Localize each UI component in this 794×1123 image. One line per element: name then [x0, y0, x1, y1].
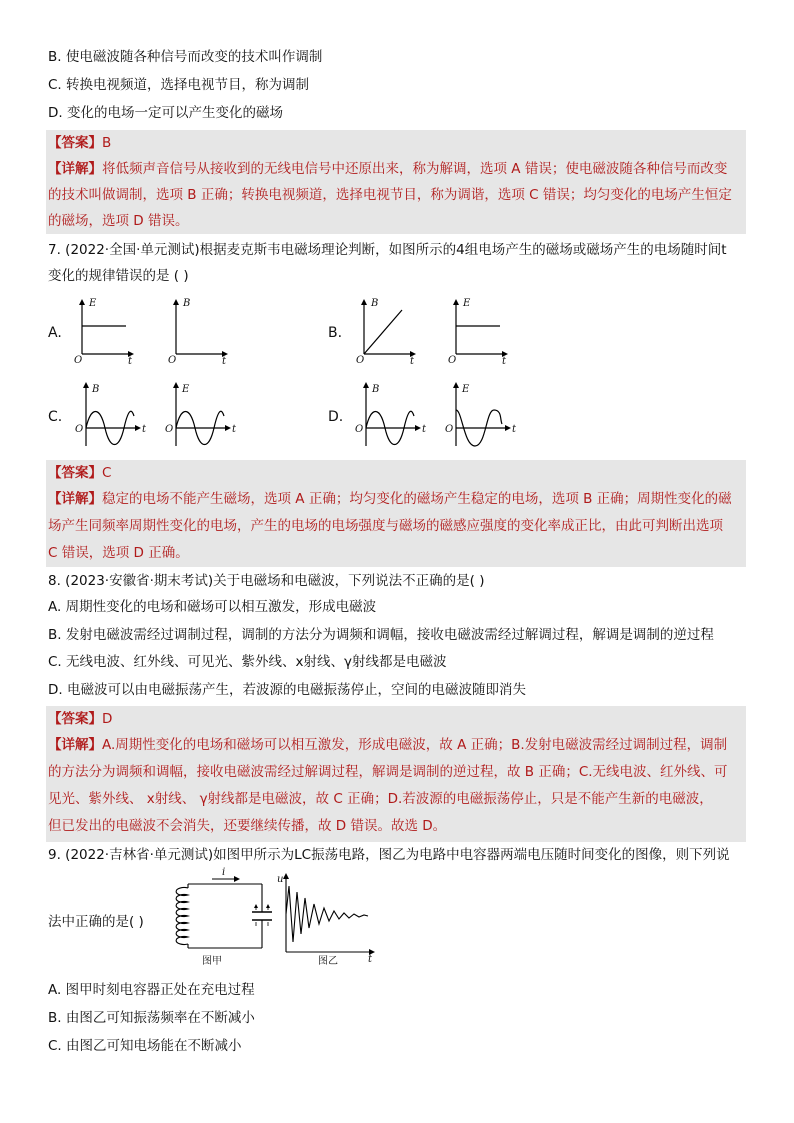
- option-d: D. 变化的电场一定可以产生变化的磁场: [48, 105, 283, 121]
- detail-line: 的方法分为调频和调幅，接收电磁波需经过解调过程，解调是调制的逆过程，故 B 正确；C.无线电波、红外线、可: [48, 764, 728, 780]
- answer-tag: 【答案】: [48, 711, 102, 727]
- answer-block: [46, 130, 746, 234]
- detail-line: 但已发出的电磁波不会消失，还要继续传播，故 D 错误。故选 D。: [48, 818, 447, 834]
- option-c: C. 转换电视频道，选择电视节目，称为调制: [48, 77, 310, 93]
- option-d-label: D.: [328, 409, 344, 425]
- svg-text:B: B: [183, 298, 191, 309]
- question-9-stem-cont: 法中正确的是( ): [48, 914, 144, 930]
- answer-value: B: [102, 135, 112, 151]
- graph-a-magnetic: [166, 296, 236, 366]
- svg-text:t: t: [410, 356, 415, 367]
- graph-d-electric: [442, 380, 522, 450]
- graph-a-electric: [72, 296, 142, 366]
- svg-text:O: O: [75, 424, 84, 435]
- svg-text:E: E: [89, 298, 97, 309]
- svg-text:O: O: [168, 355, 177, 366]
- question-8-stem: 8. (2023·安徽省·期末考试)关于电磁场和电磁波，下列说法不正确的是( ): [48, 573, 485, 589]
- option-b: B. 使电磁波随各种信号而改变的技术叫作调制: [48, 49, 323, 65]
- option-b-label: B.: [328, 325, 343, 341]
- question-7-stem: 7. (2022·全国·单元测试)根据麦克斯韦电磁场理论判断，如图所示的4组电场产生的磁场或磁场产生的电场随时间t: [48, 242, 727, 258]
- option-c-label: C.: [48, 409, 63, 425]
- option-a: A. 图甲时刻电容器正处在充电过程: [48, 982, 255, 998]
- svg-text:u: u: [277, 874, 284, 885]
- answer-block: [46, 460, 746, 567]
- figure-a-caption: 图甲: [202, 956, 222, 967]
- answer-line: [48, 708, 112, 730]
- detail-line: 的磁场，选项 D 错误。: [48, 213, 189, 229]
- answer-tag: 【答案】: [48, 465, 102, 481]
- detail-line: 场产生同频率周期性变化的电场，产生的电场的电场强度与磁场的磁感应强度的变化率成正比，由此可判断出选项: [48, 518, 723, 534]
- option-a-label: A.: [48, 325, 62, 341]
- svg-text:B: B: [372, 384, 380, 395]
- answer-tag: 【答案】: [48, 135, 102, 151]
- svg-text:t: t: [142, 424, 147, 435]
- svg-text:t: t: [368, 954, 373, 965]
- graph-c-magnetic: [72, 380, 152, 450]
- graph-d-magnetic: [352, 380, 432, 450]
- detail-tag: 【详解】: [48, 491, 102, 507]
- option-b: B. 由图乙可知振荡频率在不断减小: [48, 1010, 255, 1026]
- answer-line: [48, 462, 111, 484]
- answer-line: [48, 132, 111, 154]
- svg-text:i: i: [222, 867, 226, 878]
- svg-text:t: t: [232, 424, 237, 435]
- option-a: A. 周期性变化的电场和磁场可以相互激发，形成电磁波: [48, 599, 377, 615]
- svg-text:t: t: [512, 424, 517, 435]
- answer-value: C: [102, 465, 112, 481]
- svg-text:E: E: [182, 384, 190, 395]
- option-c: C. 由图乙可知电场能在不断减小: [48, 1038, 242, 1054]
- option-c: C. 无线电波、红外线、可见光、紫外线、x射线、γ射线都是电磁波: [48, 654, 447, 670]
- detail-tag: 【详解】: [48, 737, 102, 753]
- svg-text:t: t: [422, 424, 427, 435]
- svg-text:O: O: [445, 424, 454, 435]
- question-9-stem: 9. (2022·吉林省·单元测试)如图甲所示为LC振荡电路，图乙为电路中电容器两端电压随时间变化的图像，则下列说: [48, 847, 730, 863]
- svg-text:B: B: [92, 384, 100, 395]
- svg-text:E: E: [463, 298, 471, 309]
- svg-text:B: B: [371, 298, 379, 309]
- detail-line: 【详解】将低频声音信号从接收到的无线电信号中还原出来，称为解调，选项 A 错误；使电磁波随各种信号而改变: [48, 161, 728, 177]
- svg-text:O: O: [356, 355, 365, 366]
- graph-b-electric: [446, 296, 516, 366]
- svg-text:O: O: [74, 355, 83, 366]
- detail-line: 【详解】稳定的电场不能产生磁场，选项 A 正确；均匀变化的磁场产生稳定的电场，选项 B 正确；周期性变化的磁: [48, 491, 732, 507]
- detail-line: 【详解】A.周期性变化的电场和磁场可以相互激发，形成电磁波，故 A 正确；B.发射电磁波需经过调制过程，调制: [48, 737, 728, 753]
- svg-text:O: O: [355, 424, 364, 435]
- svg-text:O: O: [448, 355, 457, 366]
- figure-b-caption: 图乙: [318, 956, 338, 967]
- svg-text:E: E: [462, 384, 470, 395]
- detail-line: 的技术叫做调制，选项 B 正确；转换电视频道，选择电视节目，称为调谐，选项 C 错误；均匀变化的电场产生恒定: [48, 187, 732, 203]
- damped-oscillation-graph: [278, 870, 378, 964]
- detail-line: 见光、紫外线、 x射线、 γ射线都是电磁波，故 C 正确；D.若波源的电磁振荡停止，只是不能产生新的电磁波，: [48, 791, 713, 807]
- question-7-stem-cont: 变化的规律错误的是 ( ): [48, 268, 189, 284]
- svg-text:t: t: [128, 356, 133, 367]
- option-d: D. 电磁波可以由电磁振荡产生，若波源的电磁振荡停止，空间的电磁波随即消失: [48, 682, 526, 698]
- option-b: B. 发射电磁波需经过调制过程，调制的方法分为调频和调幅，接收电磁波需经过解调过程，解调是调制的逆过程: [48, 627, 714, 643]
- detail-tag: 【详解】: [48, 161, 102, 177]
- graph-b-magnetic: [354, 296, 424, 366]
- svg-text:t: t: [502, 356, 507, 367]
- svg-text:t: t: [222, 356, 227, 367]
- detail-line: C 错误，选项 D 正确。: [48, 545, 189, 561]
- svg-text:O: O: [165, 424, 174, 435]
- answer-block: [46, 706, 746, 842]
- answer-value: D: [102, 711, 113, 727]
- graph-c-electric: [162, 380, 242, 450]
